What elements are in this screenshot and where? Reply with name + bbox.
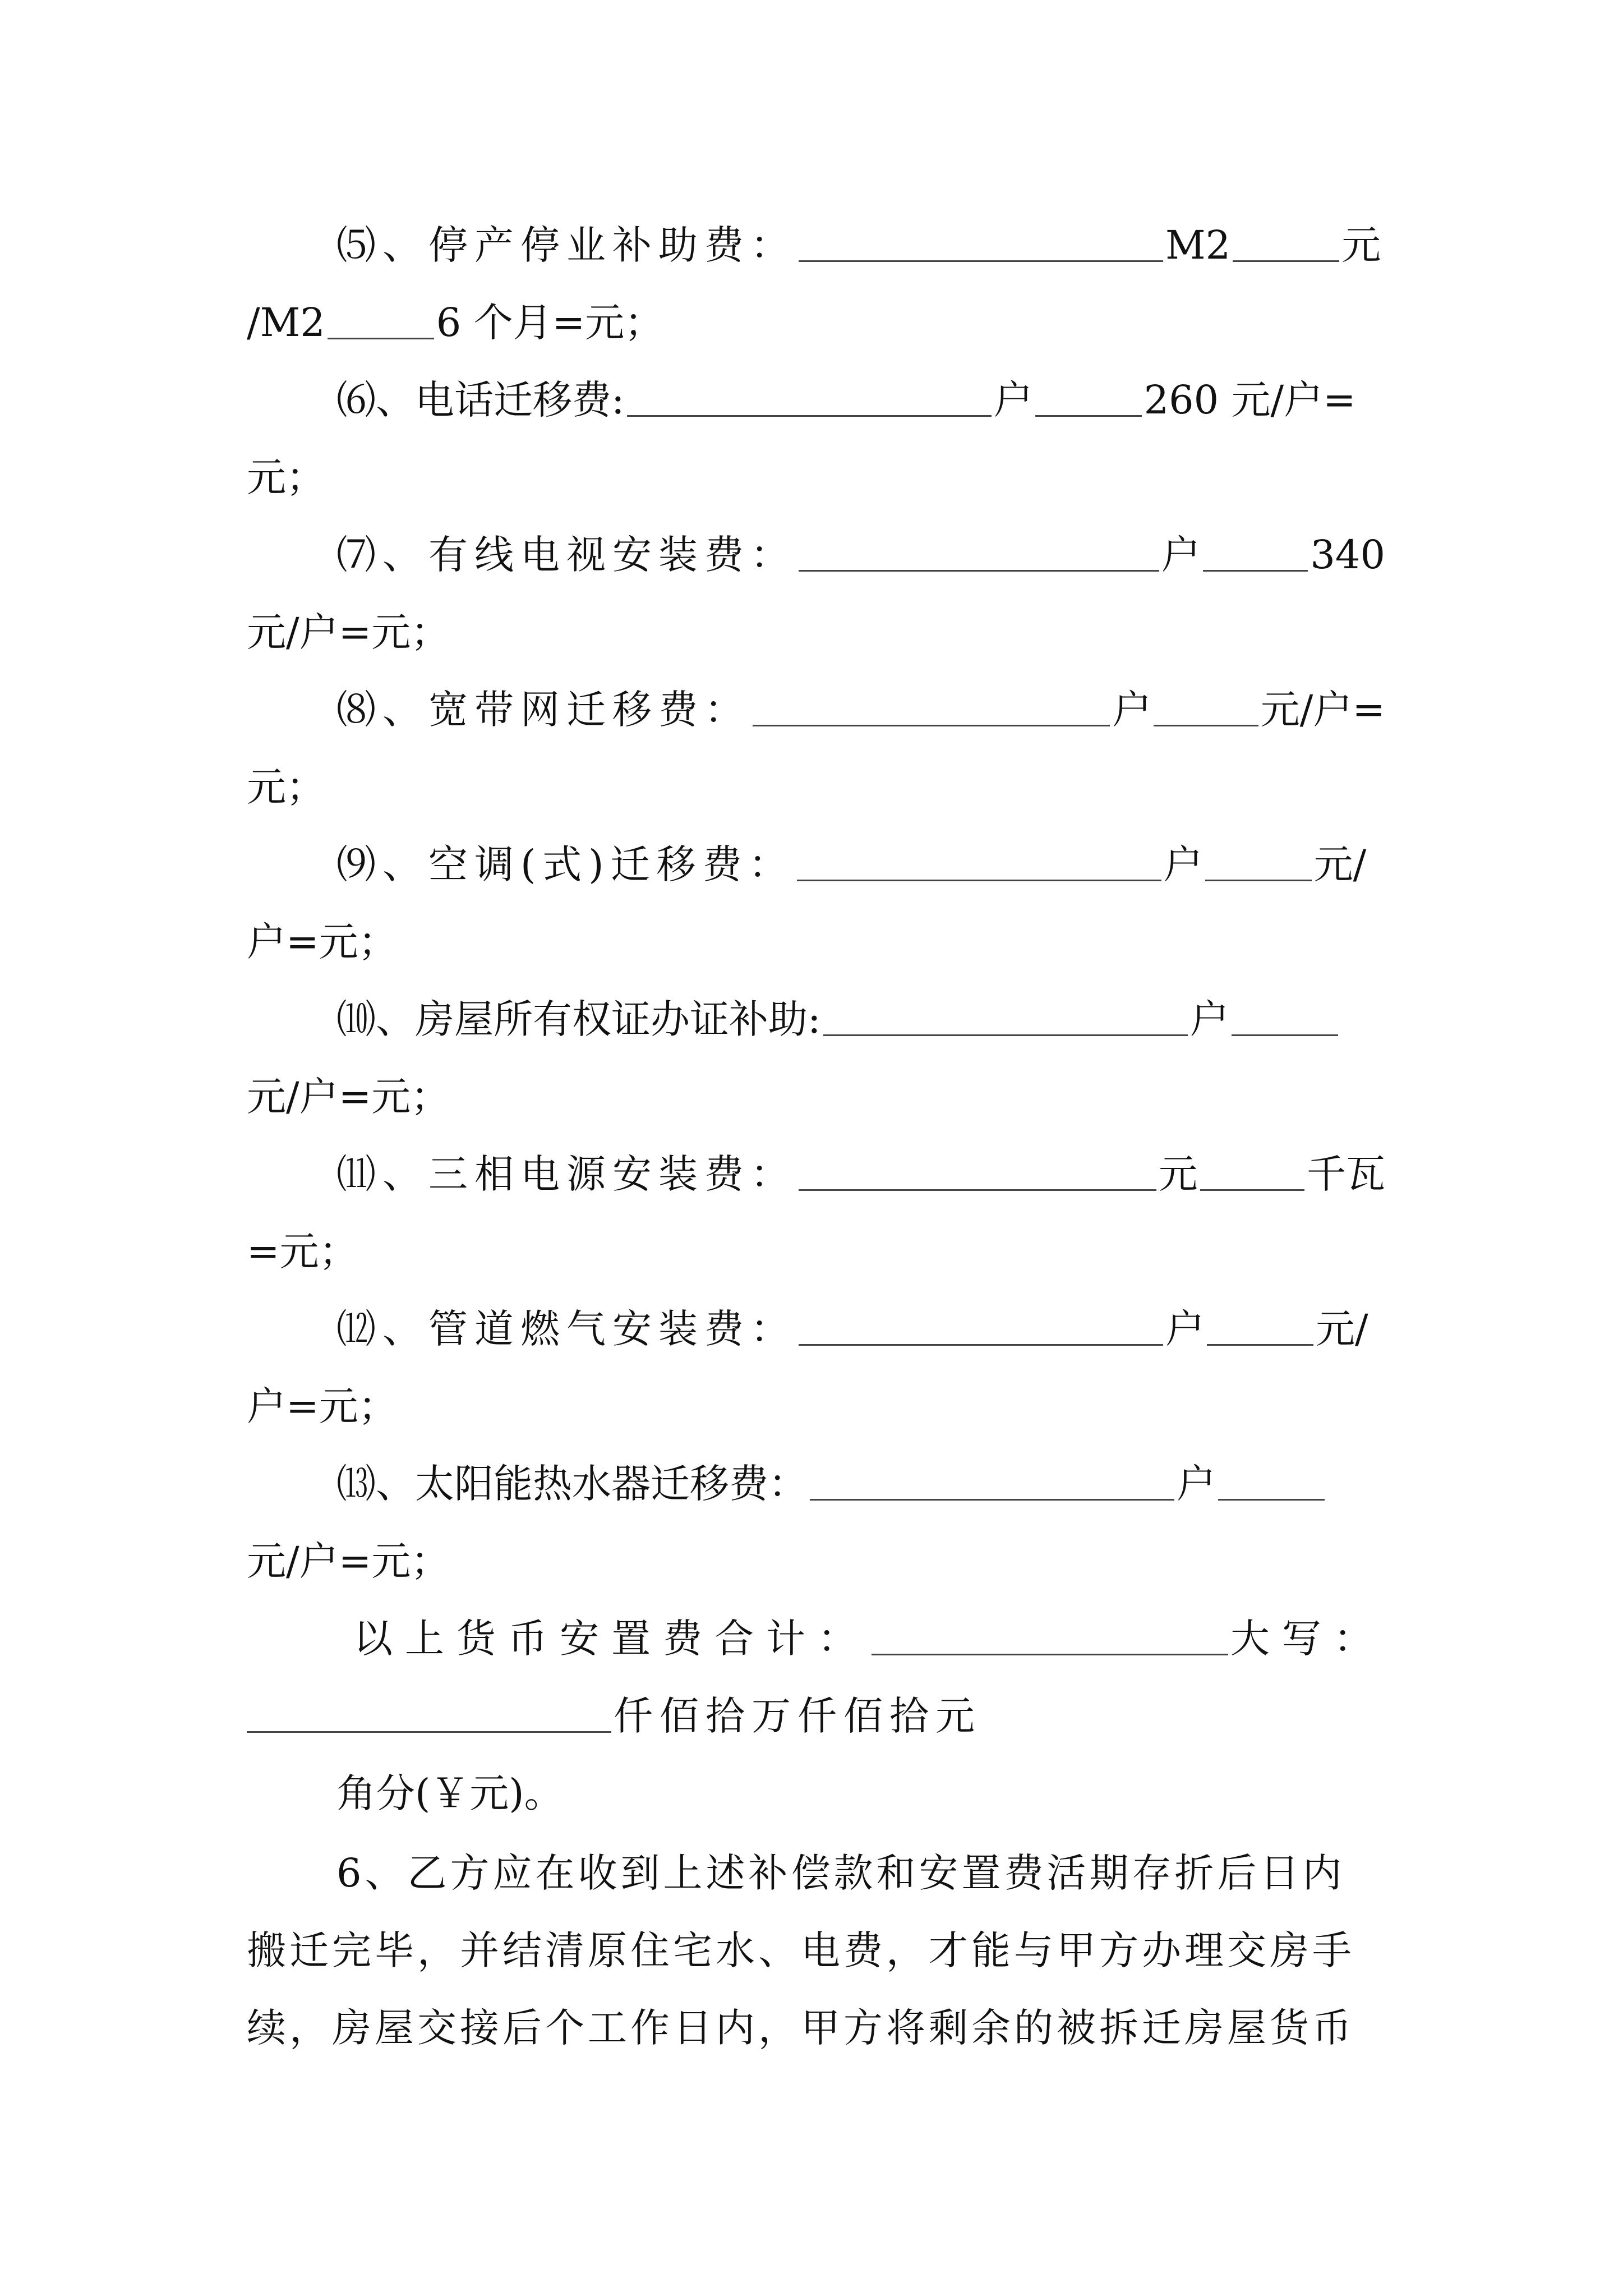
item-10-cont-1: 元/户=元； xyxy=(247,1074,450,1120)
item-10-line-1 xyxy=(247,977,1385,1061)
item-9-label: ⑼、空调(式)迁移费： xyxy=(336,841,795,887)
item-13-cont-1: 元/户=元； xyxy=(247,1538,450,1584)
total-units: 仟佰拾万仟佰拾元 xyxy=(614,1693,981,1739)
total-line-3 xyxy=(247,1751,1385,1835)
blank-field[interactable] xyxy=(1203,570,1308,572)
item-8-line-1 xyxy=(247,668,1385,752)
total-line-1 xyxy=(247,1596,1385,1681)
item-8-cont-1: 元； xyxy=(247,764,325,810)
item-5-cont-2: 6 个月=元； xyxy=(436,300,664,346)
item-7-line-2 xyxy=(247,590,1385,674)
item-12-cont-1: 户=元； xyxy=(247,1383,398,1429)
para-6-text-2: 搬迁完毕，并结清原住宅水、电费，才能与甲方办理交房手 xyxy=(247,1927,1355,1973)
item-5-unit-1: M2 xyxy=(1165,222,1231,268)
item-13-label: ⒀、太阳能热水器迁移费： xyxy=(336,1461,808,1507)
item-5-label: ⑸、停产停业补助费： xyxy=(336,222,796,268)
item-6-line-1 xyxy=(247,358,1385,442)
item-12-label: ⑿、管道燃气安装费： xyxy=(336,1306,796,1352)
item-9-unit-1: 户 xyxy=(1163,841,1203,887)
item-11-cont-1: =元； xyxy=(247,1228,358,1274)
item-6-unit-1: 户 xyxy=(993,377,1033,423)
blank-field[interactable] xyxy=(328,338,434,339)
item-13-line-2 xyxy=(247,1519,1385,1603)
blank-field[interactable] xyxy=(799,260,1163,262)
blank-field[interactable] xyxy=(1207,1344,1313,1346)
item-7-unit-1: 户 xyxy=(1161,532,1201,578)
item-12-line-1 xyxy=(247,1287,1385,1371)
item-8-unit-1: 户 xyxy=(1112,687,1152,733)
item-9-line-2 xyxy=(247,900,1385,984)
total-label: 以上货币安置费合计： xyxy=(353,1616,869,1662)
blank-field[interactable] xyxy=(1205,880,1312,881)
para-6-line-1 xyxy=(247,1831,1385,1915)
item-10-label: ⑽、房屋所有权证办证补助: xyxy=(336,996,821,1042)
para-6-text-1: 6、乙方应在收到上述补偿款和安置费活期存折后日内 xyxy=(336,1850,1345,1896)
blank-field[interactable] xyxy=(799,1189,1156,1191)
item-12-unit-1: 户 xyxy=(1165,1306,1205,1352)
item-10-unit-1: 户 xyxy=(1189,996,1229,1042)
para-6-text-3: 续，房屋交接后个工作日内，甲方将剩余的被拆迁房屋货币 xyxy=(247,2005,1355,2051)
item-6-label: ⑹、电话迁移费: xyxy=(336,377,625,423)
item-5-unit-2: 元 xyxy=(1341,222,1381,268)
item-6-cont-1: 元； xyxy=(247,454,325,500)
item-8-label: ⑻、宽带网迁移费： xyxy=(336,687,750,733)
item-10-line-2 xyxy=(247,1055,1385,1139)
item-11-unit-1: 元 xyxy=(1158,1151,1198,1197)
blank-field[interactable] xyxy=(1233,260,1339,262)
item-13-unit-1: 户 xyxy=(1177,1461,1216,1507)
blank-field[interactable] xyxy=(1154,725,1258,726)
item-11-line-1 xyxy=(247,1132,1385,1216)
item-11-unit-2: 千瓦 xyxy=(1307,1151,1385,1197)
blank-field[interactable] xyxy=(799,1344,1163,1346)
total-jiaofen: 角分(￥元)。 xyxy=(336,1770,564,1816)
item-5-cont-1: /M2 xyxy=(247,300,325,346)
blank-field[interactable] xyxy=(753,725,1110,726)
item-13-line-1 xyxy=(247,1442,1385,1526)
item-8-line-2 xyxy=(247,745,1385,829)
item-5-line-1 xyxy=(247,203,1385,287)
item-5-line-2 xyxy=(247,280,1385,365)
blank-field[interactable] xyxy=(797,880,1161,881)
item-9-cont-1: 户=元； xyxy=(247,919,398,965)
item-8-unit-2: 元/户= xyxy=(1260,687,1385,733)
blank-field[interactable] xyxy=(810,1499,1174,1501)
item-11-line-2 xyxy=(247,1209,1385,1294)
blank-field[interactable] xyxy=(872,1654,1228,1655)
blank-field[interactable] xyxy=(627,415,992,417)
item-6-line-2 xyxy=(247,435,1385,519)
item-7-line-1 xyxy=(247,513,1385,597)
item-7-cont-1: 元/户=元； xyxy=(247,609,450,655)
item-9-unit-2: 元/ xyxy=(1313,841,1367,887)
item-6-unit-2: 260 元/户= xyxy=(1144,377,1356,423)
total-line-2 xyxy=(247,1674,1385,1758)
item-12-line-2 xyxy=(247,1364,1385,1448)
item-7-label: ⑺、有线电视安装费： xyxy=(336,532,796,578)
item-9-line-1 xyxy=(247,822,1385,907)
para-6-line-3 xyxy=(247,1986,1385,2070)
blank-field[interactable] xyxy=(1035,415,1142,417)
blank-field[interactable] xyxy=(823,1034,1188,1036)
blank-field[interactable] xyxy=(1232,1034,1338,1036)
item-11-label: ⑾、三相电源安装费： xyxy=(336,1151,796,1197)
item-12-unit-2: 元/ xyxy=(1316,1306,1368,1352)
total-daxie: 大写： xyxy=(1230,1616,1385,1662)
item-7-unit-2: 340 xyxy=(1310,532,1385,578)
blank-field[interactable] xyxy=(799,570,1159,572)
blank-field[interactable] xyxy=(1200,1189,1304,1191)
blank-field[interactable] xyxy=(1218,1499,1325,1501)
blank-field[interactable] xyxy=(247,1731,611,1733)
para-6-line-2 xyxy=(247,1908,1385,1993)
